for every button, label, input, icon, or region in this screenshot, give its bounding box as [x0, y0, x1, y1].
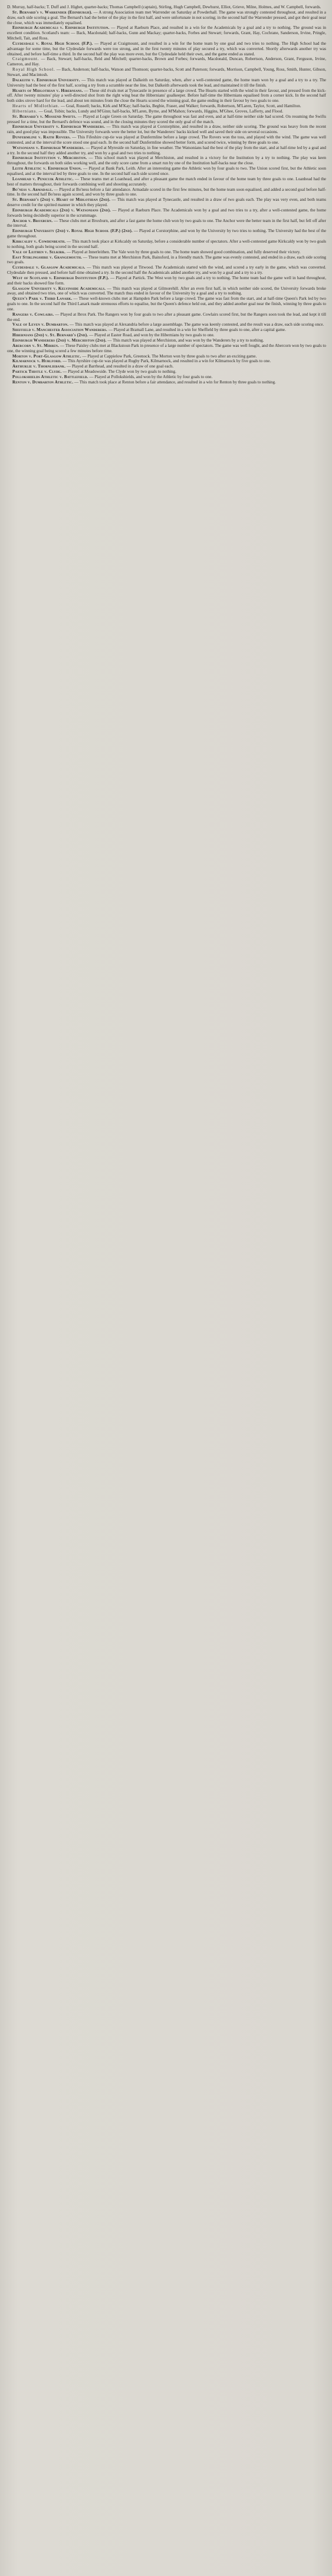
- paragraph-text: — This school match was played at Merchiston, and resulted in a victory for the Institution by a try to nothing. The play was keen throughout, the forwards on both sides working well, and the only score came from a smart run by one of the Institution half-backs near the close.: [7, 155, 326, 166]
- paragraph-text: — Played at Raeburn Place. The Academicals won by a goal and two tries to a try, after a well-contested game, the home forwards being decidedly superior in the scrummage.: [7, 207, 327, 218]
- match-heading: Vale of Leithen v. Selkirk.: [12, 249, 66, 254]
- article-paragraph: [7, 380, 326, 385]
- article-paragraph: [7, 364, 326, 369]
- paragraph-text: — These well-known clubs met at Hampden Park before a large crowd. The game was fast from the start, and at half-time Queen's Park led by two goals to one. In the second half the Third Lanark made strenuous efforts to equalise, but the Queen's defence held out, and they added another goal near the finish, winning by three goals to one.: [7, 296, 326, 312]
- paragraph-text: — Played at Ibrox Park. The Rangers won by four goals to two after a pleasant game. Cowlairs scored first, but the Rangers soon took the lead, and kept it till the end.: [7, 312, 326, 322]
- paragraph-text: — This Ayrshire cup-tie was played at Rugby Park, Kilmarnock, and resulted in a win for Kilmarnock by five goals to one.: [63, 359, 271, 364]
- match-heading: Edinburgh Academicals (2nd) v. Watsonians (2nd).: [12, 207, 111, 213]
- article-paragraph: [7, 67, 326, 78]
- paragraph-text: — This match was played at Alexandria before a large assemblage. The game was keenly contested, and the result was a draw, each side scoring once.: [70, 322, 324, 327]
- match-heading: Dunfermline v. Raith Rovers.: [12, 135, 71, 140]
- article-paragraph: [7, 41, 326, 57]
- paragraph-text: — Played at Innerleithen. The Vale won by three goals to one. The home team showed good combination, and fully deserved their victory.: [66, 249, 301, 254]
- paragraph-text: — Played at Bramall Lane, and resulted in a win for Sheffield by three goals to one, after a capital game.: [108, 327, 286, 333]
- article-paragraph: [7, 312, 326, 323]
- match-heading: Anchor v. Broxburn.: [12, 218, 53, 223]
- paragraph-text: — This match was played at Gilmorehill. After an even first half, in which neither side scored, the University forwards broke away, and obtained two tries, one of which was converted. The match thus ended in favour of the University by a goal and a try to nothing.: [7, 286, 326, 296]
- paragraph-text: — Played at Craigmount, and resulted in a win for the home team by one goal and two tries to nothing. The High School had the advantage for some time, but the Clydesdale forwards were too strong, and in the first twenty minutes of play secured a try, which was converted. Shortly afterwards another try was obtained, and before half-time a third. In the second half the play was more even, but the Clydesdale held their own, and the game ended as stated.: [7, 41, 326, 57]
- match-heading: Abercorn v. St. Mirren.: [12, 343, 60, 348]
- article-paragraph: [7, 124, 326, 135]
- paragraph-text: — Goal, Russell; backs, Kirk and M'Kay; half-backs, Begbie, Fraser, and Walker; forwards, Robertson, M'Laren, Taylor, Scott, and Hamilton.: [60, 104, 301, 109]
- paragraph-text: — These teams met at Merchiston Park, Bainsford, in a friendly match. The game was evenly contested, and ended in a draw, each side scoring two goals.: [7, 254, 326, 265]
- paragraph-text: — Played at Meadowside. The Clyde won by two goals to nothing.: [63, 369, 176, 375]
- team-heading: Hibernians.: [12, 108, 38, 114]
- match-heading: Hibernians (2nd) v. St. Bernard's (2nd).: [12, 333, 88, 338]
- paragraph-text: — This match took place at Renton before a fair attendance, and resulted in a win for Renton by three goals to nothing.: [74, 379, 276, 385]
- match-heading: Bo'ness v. Armadale.: [12, 187, 53, 192]
- match-heading: Edinburgh University v. Edinburgh Wanderers.: [12, 124, 106, 130]
- article-paragraph: [7, 5, 326, 10]
- article-paragraph: [7, 208, 326, 218]
- article-paragraph: [7, 276, 326, 286]
- match-heading: Kirkcaldy v. Cowdenbeath.: [12, 239, 66, 244]
- paragraph-text: — Played at Bank Park, Leith. After an interesting game the Athletic won by four goals to two. The Union scored first, but the Athletic soon equalised, and at the interval led by three goals to one. In the second half each side scored once.: [7, 166, 327, 176]
- match-heading: Hearts of Midlothian v. Hibernians.: [12, 88, 83, 93]
- paragraph-text: — Back, Anderson; half-backs, Watson and Thomson; quarter-backs, Scott and Paterson; forwards, Morrison, Campbell, Young, Ross, Smith, Hunter, Gibson, Stewart, and Macintosh.: [7, 67, 326, 77]
- article-paragraph: [7, 104, 326, 109]
- article-paragraph: [7, 255, 326, 266]
- article-paragraph: [7, 114, 326, 125]
- paragraph-text: — These teams met at Loanhead, and after a pleasant game the match ended in favour of the home team by three goals to one. Loanhead had the best of matters throughout, their forwards combining well and shooting accurately.: [7, 176, 326, 187]
- match-heading: Vale of Leven v. Dumbarton.: [12, 322, 69, 327]
- paragraph-text: — Goal, Tobin; backs, Lundy and M'Ginn; half-backs, M'Laren, Byrne, and M'Mahon; forwards, Higgins, M'Ghee, Groves, Lafferty, and Flood.: [38, 108, 284, 114]
- paragraph-text: — Played at Bo'ness before a fair attendance. Armadale scored in the first few minutes, but the home team soon equalised, and added a second goal before half-time. In the second half Bo'ness again scored, and won by three goals to one.: [7, 187, 326, 197]
- match-heading: Arthurlie v. Thornliebank.: [12, 364, 66, 369]
- paragraph-text: — Played at Raeburn Place, and resulted in a win for the Academicals by a goal and a try to nothing. The ground was in excellent condition. Scotland's team: — Back, Macdonald; half-backs, Gunn and Mackay; quarter-backs, Forbes and Stewart; forwards, Grant, Hay, Cochrane, Sanderson, Irvine, Pringle, Mitchell, Tait, and Ross.: [7, 25, 327, 41]
- article-paragraph: [7, 177, 326, 187]
- article-paragraph: [7, 333, 326, 338]
- article-paragraph: [7, 10, 326, 26]
- paragraph-text: — These clubs met at Broxburn, and after a fast game the home club won by two goals to one. The Anchor were the better team in the first half, but fell off after the interval.: [7, 218, 326, 229]
- match-heading: Clydesdale v. Glasgow Academicals.: [12, 265, 86, 270]
- paragraph-text: — This match took place at Kirkcaldy on Saturday, before a considerable number of spectators. After a well-contested game Kirkcaldy won by two goals to nothing, both goals being scored in the second half.: [7, 239, 326, 249]
- match-heading: Watsonians v. Edinburgh Wanderers.: [12, 145, 85, 150]
- article-paragraph: [7, 338, 326, 343]
- paragraph-text: — This match was played at Titwood. The Academicals started with the wind, and scored a try early in the game, which was converted. Clydesdale then pressed, and before half-time obtained a try. In the second half the Academicals added another try, and won by a goal and a try to a try.: [7, 265, 326, 276]
- article-paragraph: [7, 359, 326, 364]
- article-paragraph: [7, 145, 326, 156]
- match-heading: Kilmarnock v. Hurlford.: [12, 359, 62, 364]
- match-heading: St. Bernard's v. Warrender (Edinburgh).: [12, 9, 93, 15]
- match-heading: Leith Athletic v. Edinburgh Union.: [12, 166, 82, 171]
- paragraph-text: — Played at Cappielow Park, Greenock. The Morton won by three goals to two after an exciting game.: [82, 353, 257, 359]
- paragraph-text: — This match was played at Tynecastle, and resulted in a draw of two goals each. The play was very even, and both teams deserve credit for the spirited manner in which they played.: [7, 197, 326, 208]
- match-heading: Renton v. Dumbarton Athletic.: [12, 379, 74, 385]
- match-heading: Partick Thistle v. Clyde.: [12, 369, 62, 375]
- match-heading: Rangers v. Cowlairs.: [12, 312, 54, 317]
- match-heading: St. Bernard's v. Mossend Swifts.: [12, 114, 77, 119]
- article-paragraph: [7, 369, 326, 375]
- paragraph-text: — These old rivals met at Tynecastle in presence of a large crowd. The Hearts started with the wind in their favour, and pressed from the kick-off. After twenty minutes' play a well-directed shot from the right wing beat the Hibernians' goalkeeper. Before half-time the Hibernians equalised from a corner kick. In the second half both sides strove hard for the lead, and about ten minutes from the close the Hearts scored the winning goal, the game ending in their favour by two goals to one.: [7, 88, 326, 104]
- match-heading: Morton v. Port-Glasgow Athletic.: [12, 353, 81, 359]
- article-paragraph: [7, 375, 326, 380]
- article-paragraph: [7, 57, 326, 67]
- match-heading: Glasgow University v. Kelvinside Academicals.: [12, 286, 106, 291]
- paragraph-text: — This match was played at Merchiston, and was won by the Wanderers by a try to nothing.: [107, 338, 264, 343]
- paragraph-text: — Played at Pollokshields, and won by the Athletic by four goals to one.: [89, 374, 213, 379]
- article-paragraph: [7, 218, 326, 229]
- article-paragraph: [7, 343, 326, 354]
- article-paragraph: [7, 296, 326, 312]
- paragraph-text: — A strong Association team met Warrender on Saturday at Powderhall. The game was strongly contested throughout, and resulted in a draw, each side scoring a goal. The Bernard's had the better of the play in the first half, and were unfortunate in not scoring; in the second half the Warrender pressed, and got their goal near the close, which was immediately equalised.: [7, 9, 326, 25]
- article-paragraph: [7, 166, 326, 177]
- match-heading: Edinburgh Academicals v. Edinburgh Institution.: [12, 25, 110, 31]
- match-heading: Loanhead v. Penicuik Athletic.: [12, 176, 74, 181]
- paragraph-text: D. Murray, half-backs; T. Duff and J. Highet, quarter-backs; Thomas Campbell (captain), Stirling, Hugh Campbell, Dewhurst, Elliot, Grieve, Milne, Holmes, and W. Campbell, forwards.: [7, 5, 321, 9]
- match-heading: West of Scotland v. Edinburgh Institution (F.P.).: [12, 275, 109, 280]
- team-heading: Royal High School.: [12, 67, 55, 72]
- match-heading: Sheffield v. Manchester Association Wanderers.: [12, 327, 107, 333]
- article-paragraph: [7, 187, 326, 198]
- paragraph-text: — Played at Logie Green on Saturday. The game throughout was fast and even, and at half-time neither side had scored. On resuming the Swifts pressed for a time, but the Bernard's defence was sound, and in the closing minutes they scored the only goal of the match.: [7, 114, 326, 124]
- paragraph-text: — These Paisley clubs met at Blackstoun Park in presence of a large number of spectators. The game was well fought, and the Abercorn won by two goals to one, the winning goal being scored a few minutes before time.: [7, 343, 326, 353]
- paragraph-text: — Played at Barrhead, and resulted in a draw of one goal each.: [67, 364, 174, 369]
- article-paragraph: [7, 197, 326, 208]
- paragraph-text: — Played at Corstorphine, and won by the University by two tries to nothing. The University had the best of the game throughout.: [7, 229, 326, 239]
- match-heading: Queen's Park v. Third Lanark.: [12, 296, 73, 302]
- team-heading: Craigmount.: [12, 57, 40, 62]
- match-heading: East Stirlingshire v. Grangemouth.: [12, 254, 83, 260]
- paragraph-text: — Back, Stewart; half-backs, Reid and Mitchell; quarter-backs, Brown and Forbes; forwards, Macdonald, Duncan, Robertson, Anderson, Grant, Ferguson, Irvine, Cameron, and Hay.: [7, 57, 326, 67]
- article-paragraph: [7, 239, 326, 250]
- article-paragraph: [7, 155, 326, 166]
- paragraph-text: — Played at Myreside on Saturday, in fine weather. The Watsonians had the best of the play from the start, and at half-time led by a goal and a try. In the second half they added another try, and won by a goal and two tries to nothing.: [7, 145, 326, 155]
- article-paragraph: [7, 250, 326, 255]
- article-paragraph: [7, 109, 326, 114]
- match-heading: Pollokshields Athletic v. Battlefield.: [12, 374, 88, 379]
- team-heading: Hearts of Midlothian.: [12, 104, 60, 109]
- paragraph-text: — Played at Partick. The West won by two goals and a try to nothing. The home team had the game well in hand throughout, and their backs showed fine form.: [7, 275, 326, 286]
- paragraph-text: — This match was played at Dalkeith on Saturday, when, after a well-contested game, the home team won by a goal and a try to a try. The University had the best of the first half, scoring a try from a scramble near the line, but Dalkeith afterwards took the lead, and maintained it till the finish.: [7, 77, 326, 88]
- match-heading: Edinburgh Wanderers (2nd) v. Merchiston (2nd).: [12, 338, 107, 343]
- paragraph-text: — Played at Easter Road, and won by the Hibernians by two goals to one.: [89, 333, 215, 338]
- article-paragraph: [7, 354, 326, 359]
- match-heading: Dalkeith v. Edinburgh University.: [12, 77, 80, 82]
- paragraph-text: — This Fifeshire cup-tie was played at Dunfermline before a large crowd. The Rovers won the toss, and played with the wind. The game was well contested, and at the interval the score stood one goal each. In the second half Dunfermline showed better form, and scored twice, winning by three goals to one.: [7, 135, 326, 145]
- article-paragraph: [7, 88, 326, 104]
- match-heading: St. Bernard's (2nd) v. Heart of Midlothian (2nd).: [12, 197, 111, 203]
- article-paragraph: [7, 25, 326, 41]
- article-paragraph: [7, 229, 326, 239]
- article-paragraph: [7, 322, 326, 327]
- article-paragraph: [7, 286, 326, 297]
- article-paragraph: [7, 78, 326, 88]
- match-heading: Clydesdale v. Royal High School (F.P.).: [12, 41, 93, 46]
- article-paragraph: [7, 135, 326, 145]
- paragraph-text: — This match was played at Corstorphine, and resulted in a draw, neither side scoring. The ground was heavy from the recent rain, and good play was impossible. The University forwards were the better lot, but the Wanderers' backs kicked well and saved their side on several occasions.: [7, 124, 326, 135]
- article-paragraph: [7, 265, 326, 276]
- match-heading: Edinburgh Institution v. Merchiston.: [12, 155, 87, 161]
- match-heading: Edinburgh University (2nd) v. Royal High School (F.P.) (2nd).: [12, 229, 133, 234]
- article-paragraph: [7, 327, 326, 333]
